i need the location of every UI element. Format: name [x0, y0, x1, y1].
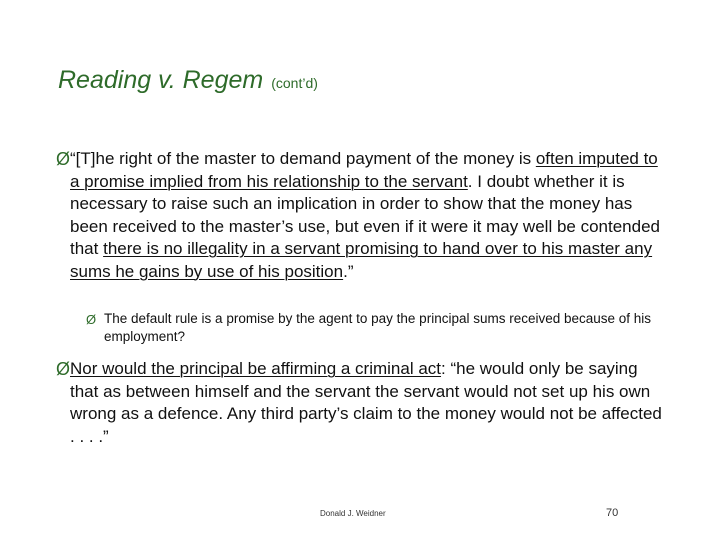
bullet-criminal-act	[56, 358, 666, 448]
sub-bullet-text	[104, 310, 686, 345]
sub-bullet-arrow-icon: Ø	[86, 312, 97, 327]
bullet-arrow-icon: Ø	[56, 149, 71, 169]
underlined-text: Nor would the principal be affirming a criminal act	[70, 359, 442, 378]
bullet-quote-master	[56, 148, 666, 283]
footer-author: Donald J. Weidner	[320, 509, 386, 518]
underlined-text: there is no illegality in a servant promising to hand over to his master any sums he gains by use of his position	[70, 239, 653, 281]
text-run: “[T]he right of the master to demand payment of the money is	[70, 149, 536, 168]
text-run: : “he would only be saying that as between himself and the servant the servant would not set up his own wrong as a defence. Any third party’s claim to the money would not be affected . . . .”	[70, 359, 662, 446]
text-run: . I doubt whether it is necessary to raise such an implication in order to show that the money has been received to the master’s use, but even if it were it may well be contended that	[70, 171, 660, 258]
text-run: .”	[343, 261, 354, 281]
bullet-arrow-icon: Ø	[56, 359, 71, 379]
title-suffix: (cont’d)	[271, 75, 318, 91]
title-main: Reading v. Regem	[58, 66, 264, 94]
slide-title	[58, 66, 318, 95]
underlined-text: often imputed to a promise implied from his relationship to the servant	[70, 149, 658, 191]
text-run: The default rule is a promise by the agent to pay the principal sums received because of his employment?	[104, 311, 652, 344]
bullet-text	[70, 148, 666, 283]
page-number: 70	[606, 507, 619, 519]
bullet-text	[70, 358, 666, 448]
sub-bullet-default-rule	[86, 310, 686, 345]
